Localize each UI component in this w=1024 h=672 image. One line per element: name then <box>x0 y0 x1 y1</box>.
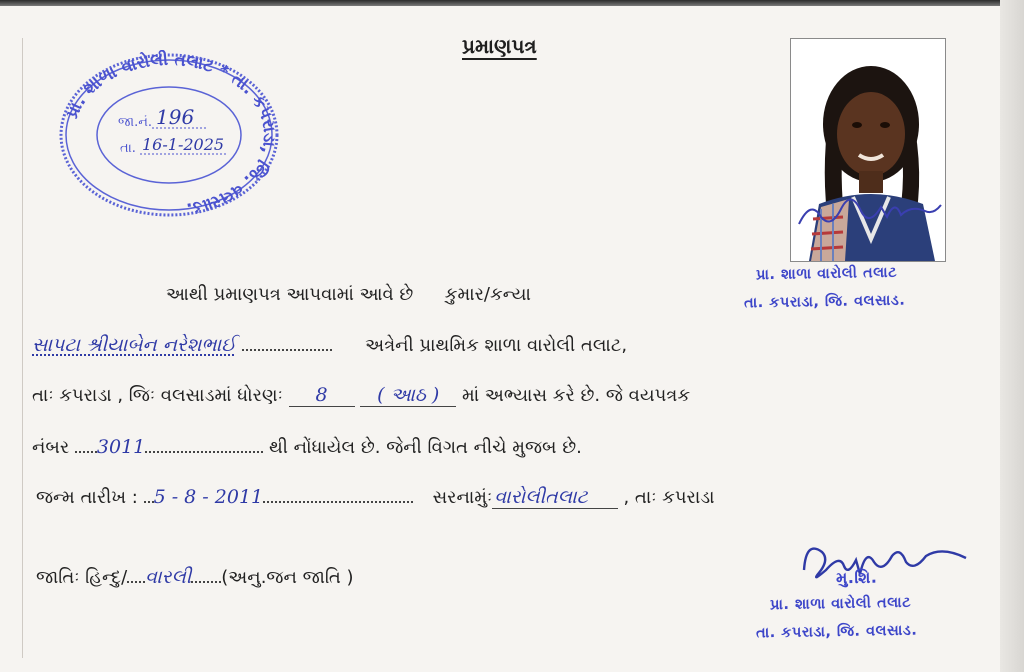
body-line-2 <box>32 334 627 356</box>
seal-ring-text: પ્રા. શાળા વારોલી તલાટ * તા. કપરાડા, જિ. વલસાડ. <box>62 50 280 219</box>
body-line-5 <box>36 486 715 508</box>
gender-options: કુમાર/કન્યા <box>444 284 531 305</box>
page-edge <box>1000 0 1024 672</box>
body-line-3 <box>32 384 690 407</box>
caste-value: વારલી <box>145 566 192 588</box>
student-photo-image <box>791 39 945 261</box>
student-name: સાપટા શ્રીયાબેન નરેશભાઈ <box>32 334 236 356</box>
left-margin-line <box>22 38 23 658</box>
photo-stamp-line2: તા. કપરાડા, જિ. વલસાડ. <box>743 292 906 312</box>
signer-title: મુ.શિ. <box>835 567 878 588</box>
seal-date-label: તા. <box>120 141 136 156</box>
line4-suffix: થી નોંધાયેલ છે. જેની વિગત નીચે મુજબ છે. <box>269 437 582 458</box>
line2-text: અત્રેની પ્રાથમિક શાળા વારોલી તલાટ, <box>365 335 628 356</box>
headmaster-signature <box>796 530 976 590</box>
address-value: વારોલીતલાટ <box>492 486 618 509</box>
std-words: ( આઠ ) <box>377 384 440 406</box>
dob-value: 5 - 8 - 2011 <box>153 486 264 508</box>
address-suffix: , તાઃ કપરાડા <box>623 487 715 508</box>
line3-suffix: માં અભ્યાસ કરે છે. જે વયપત્રક <box>461 385 691 406</box>
certificate-title: પ્રમાણપત્ર <box>462 34 537 58</box>
std-value: 8 <box>315 384 328 406</box>
body-line-1 <box>166 284 531 305</box>
name-dots <box>242 348 332 351</box>
line4-prefix: નંબર <box>32 437 70 458</box>
dob-label: જન્મ તારીખ : <box>36 487 138 508</box>
student-photo <box>790 38 946 262</box>
seal-date-value: 16-1-2025 <box>142 135 225 154</box>
caste-label: જાતિઃ હિન્દુ/ <box>36 567 128 588</box>
school-seal <box>56 50 282 220</box>
seal-jn-value: 196 <box>156 105 195 129</box>
photo-stamp-line1: પ્રા. શાળા વારોલી તલાટ <box>755 264 898 284</box>
address-label: સરનામુંઃ <box>432 487 493 508</box>
caste-suffix: (અનુ.જન જાતિ ) <box>221 567 354 588</box>
body-line-6 <box>36 566 354 588</box>
top-edge <box>0 0 1024 6</box>
seal-jn-label: જા.નં. <box>118 115 153 130</box>
footer-stamp-line1: પ્રા. શાળા વારોલી તલાટ <box>769 594 912 614</box>
line3-prefix: તાઃ કપરાડા , જિઃ વલસાડમાં ધોરણઃ <box>32 385 283 406</box>
register-number: 3011 <box>96 436 146 458</box>
body-line-4 <box>32 436 582 458</box>
footer-stamp-line2: તા. કપરાડા, જિ. વલસાડ. <box>755 622 918 642</box>
line1-text: આથી પ્રમાણપત્ર આપવામાં આવે છે <box>166 284 414 305</box>
